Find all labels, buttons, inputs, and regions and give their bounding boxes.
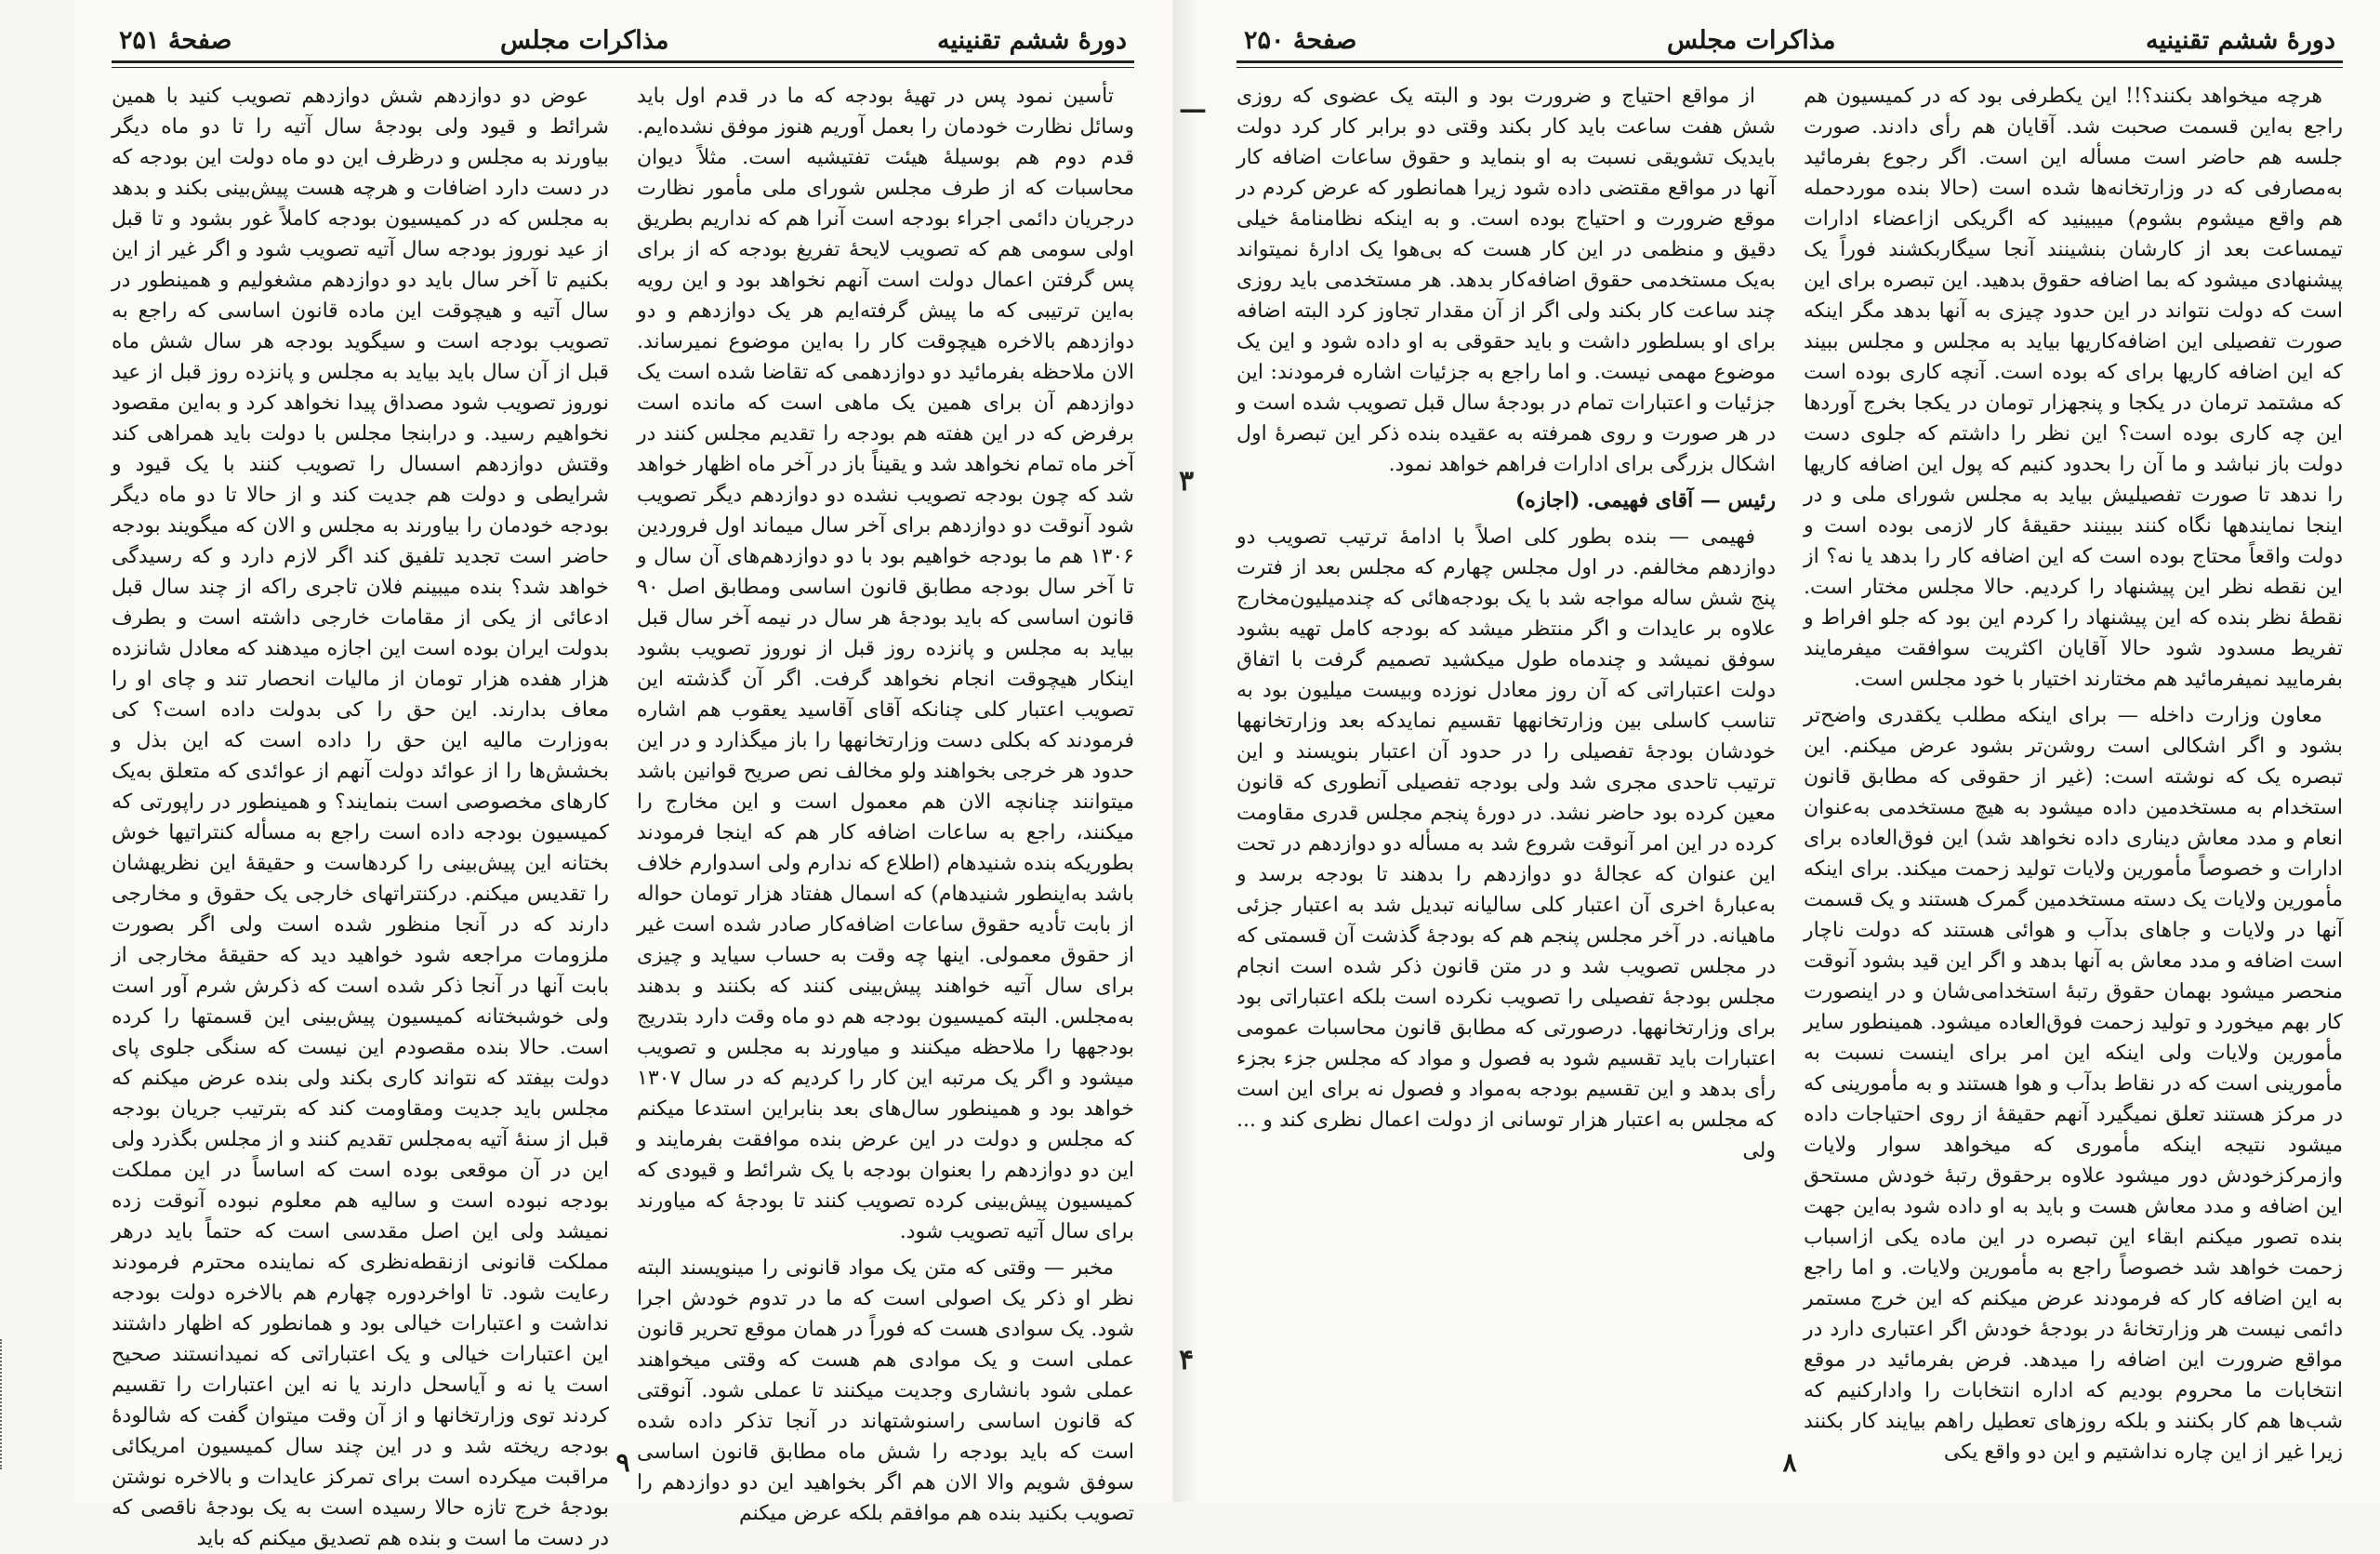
page-header — [112, 26, 1134, 63]
text-columns — [112, 81, 1134, 1550]
folio-number: ۸ — [1782, 1447, 1797, 1478]
paragraph: فهیمی — بنده بطور کلی اصلاً با ادامهٔ ترتیب تصویب دو دوازدهم مخالفم. در اول مجلس چهارم که مجلس بعد از فترت پنج شش ساله مواجه شد با یک بودجه‌هائی که چندمیلیون‌مخارج علاوه بر عایدات و اگر منتظر میشد که بودجه کامل تهیه بشود سوفق نمیشد و چندماه طول میکشید تصمیم گرفت با اتفاق دولت اعتباراتی که آن روز معادل نوزده وبیست میلیون بود به تناسب کاسلی بین وزارتخانهها تقسیم نمایدکه بعد وزارتخانهها خودشان بودجهٔ تفصیلی را در حدود آن اعتبار بنویسند و این ترتیب تاحدی مجری شد ولی بودجه تفصیلی آنطوری که قانون معین کرده بود حاضر نشد. در دورهٔ پنجم مجلس قدری مقاومت کرده در این امر آنوقت شروع شد به مسأله دو دوازدهم در تحت این عنوان که عجالهٔ دو دوازدهم را بدهند تا بودجه برسد و به‌عبارهٔ اخری آن اعتبار کلی سالیانه تبدیل شد به اعتبار جزئی ماهیانه. در آخر مجلس پنجم هم که بودجهٔ گذشت آن قسمتی که در مجلس تصویب شد و در متن قانون ذکر شده است انجام مجلس بودجهٔ تفصیلی را تصویب نکرده است بلکه اعتباراتی بود برای وزارتخانهها. درصورتی که مطابق قانون محاسبات عمومی اعتبارات باید تقسیم شود به فصول و مواد که مجلس جزء بجزء رأی بدهد و این تقسیم بودجه به‌مواد و فصول نه برای این است که مجلس به اعتبار هزار توسانی از دولت اعمال نظری کند و ... ولی — [1236, 525, 1777, 1162]
folio-number: ۹ — [615, 1447, 630, 1478]
page-header — [1236, 26, 2343, 63]
margin-dash-mark: — — [1179, 93, 1207, 126]
page-251 — [74, 0, 1171, 1550]
paragraph: از مواقع احتیاج و ضرورت بود و البته یک عضوی که روزی شش هفت ساعت باید کار بکند وقتی دو برابر کار کرد دولت بایدیک تشویقی نسبت به او بنماید و حقوق ساعات اضافه کار آنها در مواقع مقتضی داده شود زیرا همانطور که عرض کردم در موقع ضرورت و احتیاج بوده است. و به اینکه نظامنامهٔ خیلی دقیق و منظمی در این کار هست که بی‌هوا یک ادارهٔ نمیتواند به‌یک مستخدمی حقوق اضافه‌کار بدهد. هر مستخدمی باید روزی چند ساعت کار بکند ولی اگر از آن مقدار تجاوز کرد البته اضافه برای او بسلطور داشت و باید حقوقی به او داده شود و این یک موضوع مهمی نیست. و اما راجع به جزئیات اشاره فرمودند: این جزئیات و اعتبارات تمام در بودجهٔ سال قبل تصویب شده است و در هر صورت و روی همرفته به عقیده بنده ذکر این تبصرهٔ اول اشکال بزرگی برای ادارات فراهم خواهد نمود. — [1236, 85, 1776, 476]
margin-mark: ۳ — [1179, 465, 1195, 498]
column-right — [1804, 81, 2343, 1464]
text-columns — [1236, 81, 2343, 1464]
session-label: دورهٔ ششم تقنینیه — [2146, 26, 2335, 55]
header-title: مذاکرات مجلس — [1666, 26, 1836, 55]
header-title: مذاکرات مجلس — [499, 26, 669, 55]
paragraph: تأسین نمود پس در تهیهٔ بودجه که ما در قدم اول باید وسائل نظارت خودمان را بعمل آوریم هنوز موفق نشده‌ایم. قدم دوم هم بوسیلهٔ هیئت تفتیشیه است. مثلاً دیوان محاسبات که از طرف مجلس شورای ملی مأمور نظارت درجریان دائمی اجراء بودجه است آنرا هم که نداریم بطریق اولی سومی هم که تصویب لایحهٔ تفریغ بودجه که از برای پس گرفتن اعمال دولت است آنهم نخواهد بود و این رویه به‌این ترتیبی که ما پیش گرفته‌ایم هر یک دوازدهم و دو دوازدهم بالاخره هیچوقت کار را به‌این موضوع نمیرساند. الان ملاحظه بفرمائید دو دوازدهمی که تقاضا شده است یک دوازدهم آن برای همین یک ماهی است که مانده است برفرض که در این هفته هم بودجه را تقدیم مجلس کنند در آخر ماه تمام نخواهد شد و یقیناً باز در آخر ماه اظهار خواهد شد که چون بودجه تصویب نشده دو دوازدهم دیگر تصویب شود آنوقت دو دوازدهم برای آخر سال میماند اول فروردین ۱۳۰۶ هم ما بودجه خواهیم بود با دو دوازدهم‌های آن سال و تا آخر سال بودجه مطابق قانون اساسی ومطابق اصل ۹۰ قانون اساسی که باید بودجهٔ هر سال در نیمه آخر سال قبل بیاید به مجلس و پانزده روز قبل از نوروز تصویب بشود اینکار هیچوقت انجام نخواهد گرفت. اگر آن گذشته این تصویب اعتبار کلی چنانکه آقای آقاسید یعقوب هم اشاره فرمودند که بکلی دست وزارتخانهها را باز میگذارد و در این حدود هر خرجی بخواهند ولو مخالف نص صریح قوانین باشد میتوانند چنانچه الان هم معمول است و این مخارج را میکنند، راجع به ساعات اضافه کار هم که اینجا فرمودند بطوریکه بنده شنیدهام (اطلاع که ندارم ولی اسدوارم خلاف باشد به‌اینطور شنیدهام) که اسمال هفتاد هزار تومان حواله از بابت تأدیه حقوق ساعات اضافه‌کار صادر شده است غیر از حقوق معمولی. اینها چه وقت به حساب سیاید و چیزی برای سال آتیه خواهند پیش‌بینی کنند که بکنند و بدهند به‌مجلس. البته کمیسیون بودجه هم دو ماه وقت دارد بتدریج بودجهها را ملاحظه میکنند و میاورند به مجلس و تصویب میشود و اگر یک مرتبه این کار را کردیم که در سال ۱۳۰۷ خواهد بود و همینطور سال‌های بعد بنابراین استدعا میکنم که مجلس و دولت در این عرض بنده موافقت بفرمایند و این دو دوازدهم را بعنوان بودجه با یک شرائط و قیودی که کمیسیون پیش‌بینی کرده تصویب کنند تا بودجهٔ که میاورند برای سال آتیه تصویب شود. — [637, 85, 1134, 1243]
header-rule — [112, 67, 1134, 68]
page-250 — [1199, 0, 2380, 1502]
page-number-label: صفحهٔ ۲۵۰ — [1244, 26, 1357, 55]
page-edge-marks — [0, 1339, 15, 1469]
paragraph: عوض دو دوازدهم شش دوازدهم تصویب کنید با همین شرائط و قیود ولی بودجهٔ سال آتیه را تا دو ماه دیگر بیاورند به مجلس و درظرف این دو ماه دولت این بودجه که در دست دارد اضافات و هرچه هست پیش‌بینی بکند و بدهد به مجلس که در کمیسیون بودجه کاملاً غور بشود و تا قبل از عید نوروز بودجه سال آتیه تصویب شود و اگر غیر از این بکنیم تا آخر سال باید دو دوازدهم مشغولیم و همینطور در سال آتیه و هیچوقت این ماده قانون اساسی که راجع به تصویب بودجه است و سیگوید بودجه هر سال شش ماه قبل از آن سال باید بیاید به مجلس و پانزده روز قبل از عید نوروز تصویب شود مصداق پیدا نخواهد کرد و به‌این مقصود نخواهیم رسید. و درابنجا مجلس با دولت باید همراهی کند وقتش دوازدهم اسسال را تصویب کنند با یک قیود و شرایطی و دولت هم جدیت کند و از حالا تا دو ماه دیگر بودجه خودمان را بیاورند به مجلس و الان که میگویند بودجه حاضر است تجدید تلفیق کند اگر لازم دارد و که رسیدگی خواهد شد؟ بنده میبینم فلان تاجری راکه از چند سال قبل ادعائی از یکی از مقامات خارجی داشته است و بطرف بدولت ایران بوده است این اجازه میدهند که معادل شانزده هزار هفده هزار تومان از مالیات انحصار تند و چای او را معاف بدارند. این حق را کی بدولت داده است؟ کی به‌وزارت مالیه این حق را داده است که این بذل و بخشش‌ها را از عوائد دولت آنهم از عوائدی که متعلق به‌یک کارهای مخصوصی است بنمایند؟ و همینطور در راپورتی که کمیسیون بودجه داده است راجع به مسأله کنتراتیها خوش بختانه این پیش‌بینی را کردهاست و حقیقهٔ این نظریهشان را تقدیس میکنم. درکنتراتهای خارجی یک حقوق و مخارجی دارند که در آنجا منظور شده است ولی اگر بصورت ملزومات مراجعه شود خواهید دید که حقیقهٔ مخارجی از بابت آنها در آنجا ذکر شده است که ذکرش شرم آور است ولی خوشبختانه کمیسیون پیش‌بینی این قسمتها را کرده است. حالا بنده مقصودم این نیست که سنگی جلوی پای دولت بیفتد که نتواند کاری بکند ولی بنده عرض میکنم که مجلس باید جدیت ومقاومت کند که بترتیب جریان بودجه قبل از سنهٔ آتیه به‌مجلس تقدیم کنند و از مجلس بگذرد ولی این در آن موقعی بوده است که اساساً در این مملکت بودجه نبوده است و ساليه هم معلوم نبوده آنوقت زده نمیشد ولی این اصل مقدسی است که حتماً باید درهر مملکت قانونی ازنقطه‌نظری که نماینده محترم فرمودند رعایت شود. تا اواخردوره چهارم هم بالاخره دولت بودجه نداشت و اعتبارات خیالی بود و همانطور که اظهار داشتند این اعتبارات خیالی و یک اعتباراتی که نمیدانستند صحیح است یا نه و آیاسحل دارند یا نه این اعتبارات را تقسیم کردند توی وزارتخانها و از آن وقت میتوان گفت که شالودهٔ بودجه ریخته شد و در این چند سال کمیسیون امریکائی مراقبت میکرده است برای تمرکز عایدات و بالاخره نوشتن بودجهٔ خرج تازه حالا رسیده است به یک بودجهٔ ناقصی که در دست ما است و بنده هم تصدیق میکنم که باید — [112, 85, 609, 1550]
paragraph: هرچه میخواهد بکنند؟!! این یکطرفی بود که در کمیسیون هم راجع به‌این قسمت صحبت شد. آقایان هم رأی دادند. صورت جلسه هم حاضر است مسأله این است. اگر رجوع بفرمائید به‌مصارفی که در وزارتخانه‌ها شده است (حالا بنده موردحمله هم واقع میشوم بشوم) میبینید که اگریکی ازاعضاء ادارات تیمساعت بعد از کارشان بنشینند آنجا سیگاربکشند فوراً یک پیشنهادی میشود که بما اضافه حقوق بدهید. این تبصره برای این است که دولت نتواند در این حدود چیزی به آنها بدهد مگر اینکه صورت تفصیلی این اضافه‌کاریها بیاید به مجلس و مجلس ببیند که این اضافه کاریها برای که بوده است. آنچه کاری بوده است که مشتمد ترمان در یکجا و پنجهزار تومان در یکجا بخرج آوردها این چه کاری بوده است؟ این نظر را داشتم که جلوی دست دولت باز نباشد و ما آن را بحدود کنیم که پول این اضافه کاریها را ندهد تا صورت تفصیلیش بیاید به مجلس شورای ملی و در اینجا نمایندهها نگاه کنند ببینند حقیقهٔ کار لازمی بوده است و دولت واقعاً محتاج بوده است که این اضافه کار را بدهد یا نه؟ از این نقطه نظر این پیشنهاد را کردیم. حالا مجلس مختار است. نقطهٔ نظر بنده که این پیشنهاد را کردم این بود که جلو افراط و تفریط مسدود شود حالا آقایان اکثریت سوافقت میفرمایند بفرمایید نمیفرمائید هم مختارند اختیار با خود مجلس است. — [1804, 85, 2343, 691]
book-gutter — [1173, 0, 1199, 1502]
session-label: دورهٔ ششم تقنینیه — [937, 26, 1127, 55]
speaker-line: رئیس — آقای فهیمی. (اجازه) — [1514, 488, 1776, 512]
page-number-label: صفحهٔ ۲۵۱ — [119, 26, 232, 55]
header-rule — [1236, 67, 2343, 68]
column-left — [112, 81, 609, 1550]
column-right — [637, 81, 1134, 1525]
column-left — [1236, 81, 1776, 1401]
margin-mark: ۴ — [1179, 1344, 1195, 1376]
paragraph: مخبر — وقتی که متن یک مواد قانونی را مینویسند البته نظر او ذکر یک اصولی است که ما در تدوم خودش اجرا شود. یک سوادی هست که فوراً در همان موقع تحریر قانون عملی است و یک موادی هم هست که وقتی میخواهند عملی شود بانشاری وجدیت میکنند تا عملی شود. آنوقتی که قانون اساسی راسنوشتهاند در آنجا تذکر داده شده است که باید بودجه را شش ماه مطابق قانون اساسی سوفق شویم والا الان هم اگر بخواهید این دو دوازدهم را تصویب بکنید بنده هم موافقم بلکه عرض میکنم — [637, 1256, 1134, 1525]
paragraph: معاون وزارت داخله — برای اینکه مطلب یکقدری واضح‌تر بشود و اگر اشکالی است روشن‌تر بشود عرض میکنم. این تبصره یک که نوشته است: (غیر از حقوقی که مطابق قانون استخدام به مستخدمین داده میشود به هیچ مستخدمی به‌عنوان انعام و مدد معاش دیناری داده نخواهد شد) این فوق‌العاده برای ادارات و خصوصاً مأمورین ولایات تولید زحمت میکند. برای اینکه مأمورین ولایات یک دسته مستخدمین گمرک هستند و یک قسمت آنها در ولایات و جاهای بدآب و هوائی هستند که دولت ناچار است اضافه و مدد معاش به آنها بدهد و اگر این قید بشود آنوقت منحصر میشود بهمان حقوق رتبهٔ استخدامی‌شان و در اینصورت کار بهم میخورد و تولید زحمت فوق‌العاده میشود. همینطور سایر مأمورین ولایات ولی اینکه این امر برای اینست نسبت به مأمورینی است که در نقاط بدآب و هوا هستند و به مأمورینی که در مرکز هستند تعلق نمیگیرد آنهم حقیقهٔ از روی احتیاجات داده میشود نتیجه اینکه مأموری که میخواهد سوار ولایات وازمرکزخودش دور میشود علاوه برحقوق رتبهٔ خودش مستحق این اضافه و مدد معاش هست و باید به او داده شود به‌این جهت بنده تصور میکنم ابقاء این تبصره در این ماده یکی ازاسباب زحمت خواهد شد خصوصاً راجع به مأمورین ولایات. و اما راجع به این اضافه کار که فرمودند عرض میکنم که این خرج مستمر دائمی نیست هر وزارتخانهٔ در بودجهٔ خودش اگر اعتباری دارد در مواقع ضرورت این اضافه را میدهد. فرض بفرمائید در موقع انتخابات ما محروم بودیم که اداره انتخابات را وادارکنیم که شب‌ها هم کار بکنند و بلکه روزهای تعطیل راهم بیایند کار بکنند زیرا غیر از این چاره نداشتیم و این دو واقع یکی — [1804, 704, 2343, 1464]
